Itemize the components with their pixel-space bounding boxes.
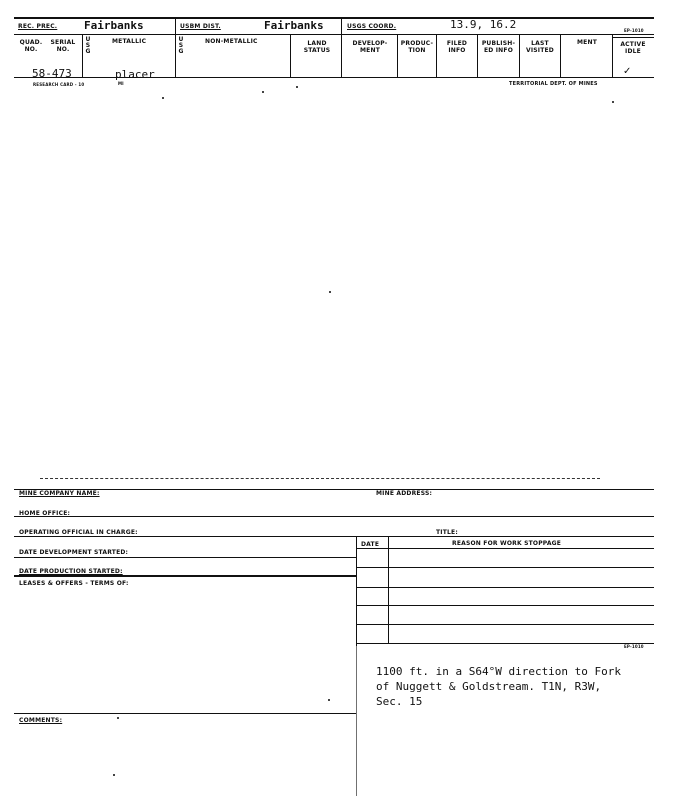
metallic-value: placer (115, 68, 155, 81)
serial-value: 58-473 (32, 67, 72, 80)
usgs-coord-label: USGS COORD. (347, 23, 397, 30)
col-land-status: LAND STATUS (303, 40, 331, 54)
header-mark: MI (118, 81, 124, 86)
table-row-rule (356, 587, 654, 588)
form-rule (14, 713, 356, 714)
scan-speck (328, 699, 330, 701)
table-row-rule (356, 605, 654, 606)
research-card-label: RESEARCH CARD - 10 (33, 82, 85, 87)
header-vrule (436, 34, 437, 78)
title-label: TITLE: (436, 529, 458, 536)
scan-speck (262, 91, 264, 93)
rec-prec-label: REC. PREC. (18, 23, 58, 30)
col-published-info: PUBLISH-ED INFO (481, 40, 516, 54)
mine-company-name-label: MINE COMPANY NAME: (19, 490, 100, 497)
header-bottom-rule (14, 77, 654, 78)
col-quad-no: QUAD. NO. (19, 39, 43, 53)
form-code-2: EP-1010 (624, 644, 644, 649)
form-top-dashed-rule (40, 478, 600, 479)
usgs-coord-value: 13.9, 16.2 (450, 18, 517, 31)
col-nonmetallic: NON-METALLIC (205, 38, 258, 45)
date-column-header: DATE (361, 541, 380, 548)
usbm-dist-value: Fairbanks (264, 19, 324, 32)
col-serial-no: SERIAL NO. (50, 39, 76, 53)
header-vrule (519, 34, 520, 78)
header-vrule (341, 17, 342, 78)
table-row-rule (356, 643, 654, 644)
scan-speck (612, 101, 614, 103)
date-development-label: DATE DEVELOPMENT STARTED: (19, 549, 129, 556)
operating-official-label: OPERATING OFFICIAL IN CHARGE: (19, 529, 138, 536)
header-vrule (560, 34, 561, 78)
note-line-1: 1100 ft. in a S64°W direction to Fork (376, 665, 622, 678)
note-line-2: of Nuggett & Goldstream. T1N, R3W, (376, 680, 602, 693)
table-row-rule (356, 624, 654, 625)
usbm-dist-label: USBM DIST. (180, 23, 221, 30)
form-rule (14, 557, 356, 558)
rec-prec-value: Fairbanks (84, 19, 144, 32)
header-vrule (290, 34, 291, 78)
form-rule (14, 516, 654, 517)
form-code: EP-1010 (624, 28, 644, 33)
check-mark-icon: ✓ (623, 66, 632, 77)
date-production-label: DATE PRODUCTION STARTED: (19, 568, 123, 575)
scan-speck (296, 86, 298, 88)
scan-speck (117, 717, 119, 719)
header-vrule (82, 34, 83, 78)
header-vrule (397, 34, 398, 78)
header-vrule (612, 34, 613, 78)
table-left-rule (356, 536, 357, 646)
form-center-rule (356, 646, 357, 796)
scan-speck (113, 774, 115, 776)
col-filed-info: FILED INFO (446, 40, 468, 54)
form-rule (14, 575, 356, 577)
header-row-rule (14, 34, 654, 35)
col-ment: MENT (577, 39, 597, 46)
form-rule (14, 536, 654, 537)
header-small-rule (612, 37, 654, 38)
col-development: DEVELOP-MENT (352, 40, 388, 54)
header-vrule (477, 34, 478, 78)
table-header-rule (356, 548, 654, 549)
form-rule (14, 489, 654, 490)
table-row-rule (356, 567, 654, 568)
col-production: PRODUC-TION (400, 40, 434, 54)
header-vrule (175, 17, 176, 78)
scan-speck (162, 97, 164, 99)
leases-label: LEASES & OFFERS - TERMS OF: (19, 580, 129, 587)
table-date-col-rule (388, 536, 389, 644)
col-usg-2: U S G (178, 36, 184, 55)
reason-column-header: REASON FOR WORK STOPPAGE (452, 540, 562, 547)
territorial-dept-label: TERRITORIAL DEPT. OF MINES (509, 81, 598, 87)
note-line-3: Sec. 15 (376, 695, 423, 708)
mine-address-label: MINE ADDRESS: (376, 490, 433, 497)
col-active-idle: ACTIVE IDLE (620, 41, 646, 55)
scan-speck (329, 291, 331, 293)
col-last-visited: LAST VISITED (525, 40, 554, 54)
col-usg: U S G (85, 36, 91, 55)
col-metallic: METALLIC (112, 38, 147, 45)
comments-label: COMMENTS: (19, 717, 63, 724)
home-office-label: HOME OFFICE: (19, 510, 71, 517)
